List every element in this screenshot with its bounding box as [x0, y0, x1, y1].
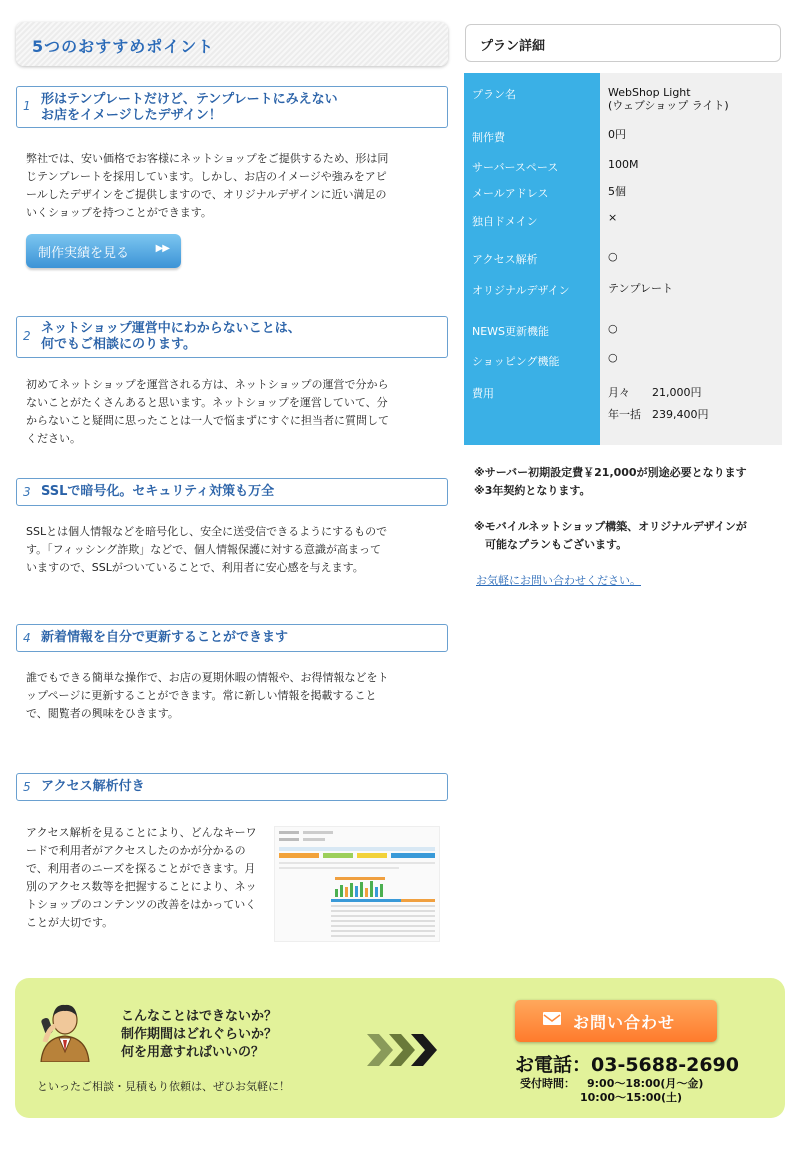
hours-saturday: 10:00〜15:00(土) — [580, 1091, 683, 1104]
point-3-text: SSLとは個人情報などを暗号化し、安全に送受信できるようにするものです。「フィッシング詐欺」などで、個人情報保護に対する意識が高まっていますので、SSLがついていることで、利用者に安心感を与えます。 — [26, 525, 388, 574]
point-number: 4 — [23, 631, 31, 645]
phone-number: お電話：03-5688-2690 — [515, 1054, 739, 1076]
original-design-value: テンプレート — [608, 282, 674, 295]
domain-value: × — [608, 211, 618, 224]
point-number: 3 — [23, 485, 31, 499]
server-space-label: サーバースペース — [472, 161, 559, 174]
question-2: 制作期間はどれぐらいか？ — [121, 1027, 278, 1042]
original-design-label: オリジナルデザイン — [472, 284, 570, 297]
point-number: 2 — [23, 329, 31, 343]
point-5-text: アクセス解析を見ることにより、どんなキーワードで利用者がアクセスしたのかが分かるので、利用者のニーズを探ることができます。月別のアクセス数等を把握することにより、ネットショップのコンテンツの改善をはかっていくことが大切です。 — [26, 826, 257, 929]
fee-yearly: 年一括 239,400円 — [608, 408, 709, 421]
point-5-heading — [16, 773, 448, 801]
point-title-line2: お店をイメージしたデザイン！ — [41, 108, 222, 123]
analytics-screenshot-image — [274, 826, 440, 942]
chevron-arrows-icon — [365, 1030, 437, 1070]
banner-subtext: といったご相談・見積もり依頼は、ぜひお気軽に！ — [37, 1080, 290, 1093]
news-update-value: ○ — [608, 322, 618, 335]
point-4-text: 誰でもできる簡単な操作で、お店の夏期休暇の情報や、お得情報などをトップページに更新することができます。常に新しい情報を掲載することで、閲覧者の興味をひきます。 — [26, 671, 389, 720]
note-setup-fee: ※サーバー初期設定費￥21,000が別途必要となります — [474, 466, 747, 479]
note-mobile: ※モバイルネットショップ構築、オリジナルデザインが — [474, 520, 747, 533]
fee-label: 費用 — [472, 387, 494, 400]
plan-name-label: プラン名 — [472, 88, 516, 101]
contact-button[interactable] — [515, 1000, 717, 1042]
mail-icon — [543, 1012, 561, 1025]
contact-link[interactable]: お気軽にお問い合わせください。 — [476, 574, 641, 587]
hours-label: 受付時間： — [520, 1077, 575, 1090]
view-works-button[interactable] — [26, 234, 181, 268]
plan-details-header — [465, 24, 781, 62]
contact-banner — [15, 978, 785, 1118]
point-title-line1: 形はテンプレートだけど、テンプレートにみえない — [41, 92, 338, 107]
point-title-line2: 何でもご相談にのります。 — [41, 337, 196, 352]
point-title: SSLで暗号化。セキュリティ対策も万全 — [41, 484, 275, 499]
access-analysis-label: アクセス解析 — [472, 253, 538, 266]
domain-label: 独自ドメイン — [472, 215, 538, 228]
question-1: こんなことはできないか？ — [121, 1009, 278, 1024]
plan-name-value: WebShop Light — [608, 86, 691, 99]
news-update-label: NEWS更新機能 — [472, 325, 550, 338]
view-works-label: 制作実績を見る — [38, 246, 130, 261]
point-4-heading — [16, 624, 448, 652]
point-number: 1 — [23, 99, 31, 113]
point-2-heading — [16, 316, 448, 358]
point-1-heading — [16, 86, 448, 128]
access-analysis-value: ○ — [608, 250, 618, 263]
section-title: 5つのおすすめポイント — [32, 37, 215, 56]
point-title: アクセス解析付き — [41, 779, 145, 794]
fee-monthly: 月々 21,000円 — [608, 386, 702, 399]
double-arrow-icon: ▶▶ — [155, 243, 169, 254]
mail-address-label: メールアドレス — [472, 187, 549, 200]
point-number: 5 — [23, 780, 31, 794]
production-cost-value: 0円 — [608, 128, 626, 141]
point-2-text: 初めてネットショップを運営される方は、ネットショップの運営で分からないことがたくさんあると思います。ネットショップを運営していて、分からないこと疑問に思ったことは一人で悩まずにすぐに担当者に質問してください。 — [26, 378, 389, 445]
note-mobile-cont: 可能なプランもございます。 — [474, 538, 628, 551]
point-1-text: 弊社では、安い価格でお客様にネットショップをご提供するため、形は同じテンプレートを採用しています。しかし、お店のイメージや強みをアピールしたデザインをご提供しますので、オリジナルデザインに近い満足のいくショップを持つことができます。 — [26, 152, 389, 219]
question-3: 何を用意すればいいの？ — [121, 1045, 265, 1060]
server-space-value: 100M — [608, 158, 639, 171]
contact-button-label: お問い合わせ — [573, 1013, 676, 1032]
plan-name-kana: (ウェブショップ ライト) — [608, 99, 729, 112]
plan-details-title: プラン詳細 — [480, 39, 546, 54]
shopping-label: ショッピング機能 — [472, 355, 560, 368]
businessman-icon — [35, 998, 95, 1062]
point-title: 新着情報を自分で更新することができます — [41, 630, 289, 645]
point-3-heading — [16, 478, 448, 506]
mail-address-value: 5個 — [608, 185, 626, 198]
note-contract: ※3年契約となります。 — [474, 484, 591, 497]
point-title-line1: ネットショップ運営中にわからないことは、 — [41, 321, 301, 336]
hours-weekday: 9:00〜18:00(月〜金) — [587, 1077, 704, 1090]
production-cost-label: 制作費 — [472, 131, 505, 144]
shopping-value: ○ — [608, 351, 618, 364]
section-title-bar — [16, 22, 448, 66]
